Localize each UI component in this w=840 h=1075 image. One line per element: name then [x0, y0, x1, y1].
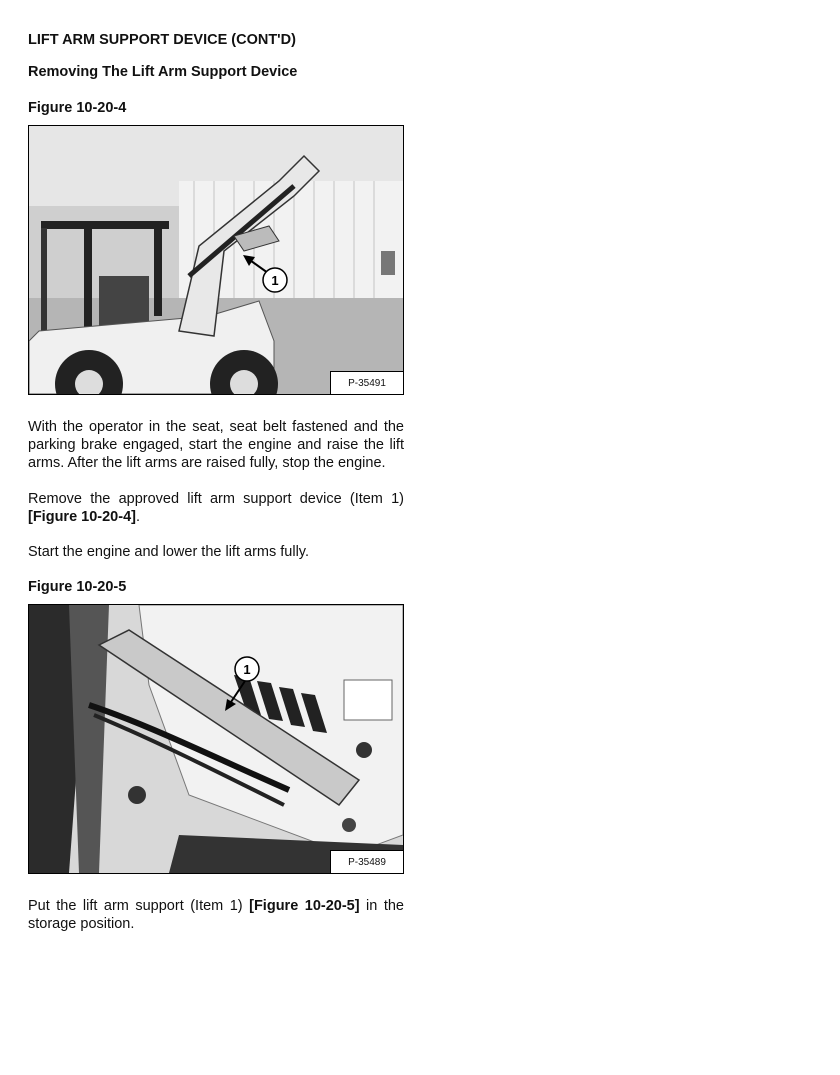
lift-arm-support-storage-illustration: [29, 605, 403, 873]
figure-1-photo: [28, 125, 404, 395]
figure-2-photo: [28, 604, 404, 874]
paragraph-1: With the operator in the seat, seat belt fastened and the parking brake engaged, start the engine and raise the lift arms. After the lift arms are raised fully, stop the engine.: [28, 419, 404, 471]
paragraph-2-figure-ref: [Figure 10-20-4]: [28, 509, 136, 525]
paragraph-4-end: in the storage position.: [28, 898, 404, 932]
subsection-title: Removing The Lift Arm Support Device: [28, 64, 298, 80]
paragraph-4-text: Put the lift arm support (Item 1): [28, 898, 250, 914]
paragraph-4-figure-ref: [Figure 10-20-5]: [249, 898, 360, 914]
figure-1-callout-number: 1: [271, 273, 279, 288]
loader-lift-arm-raised-illustration: [29, 126, 403, 394]
paragraph-2-end: .: [135, 509, 141, 525]
paragraph-2-text: Remove the approved lift arm support device (Item 1): [28, 491, 404, 507]
figure-1-label: Figure 10-20-4: [28, 100, 127, 116]
paragraph-4: [28, 897, 404, 933]
figure-2-callout-number: 1: [243, 662, 251, 677]
figure-1-photo-id: P-35491: [330, 371, 403, 394]
section-title: LIFT ARM SUPPORT DEVICE (CONT'D): [28, 32, 296, 48]
figure-2-label: Figure 10-20-5: [28, 579, 127, 595]
paragraph-3: Start the engine and lower the lift arms fully.: [28, 544, 310, 560]
paragraph-2: [28, 490, 404, 526]
figure-2-photo-id: P-35489: [330, 850, 403, 873]
